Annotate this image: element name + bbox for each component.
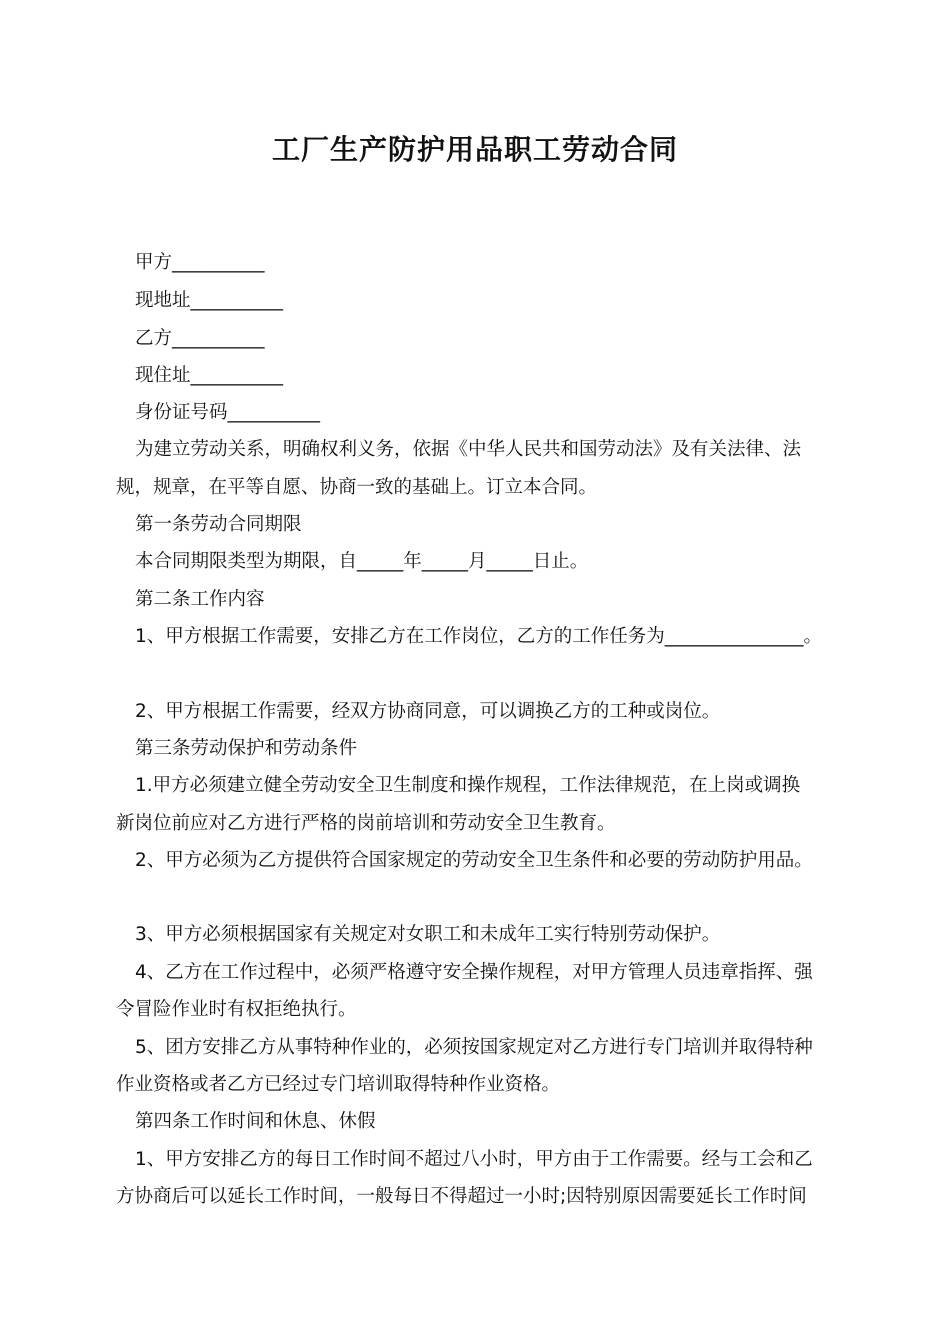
document-title: 工厂生产防护用品职工劳动合同 bbox=[271, 133, 678, 166]
article-3-clause-5-line-2: 作业资格或者乙方已经过专门培训取得特种作业资格。 bbox=[116, 1074, 561, 1095]
article-3-clause-2: 2、甲方必须为乙方提供符合国家规定的劳动安全卫生条件和必要的劳动防护用品。 bbox=[135, 850, 813, 871]
preamble-line-2: 规，规章，在平等自愿、协商一致的基础上。订立本合同。 bbox=[116, 477, 598, 498]
article-1-heading: 第一条劳动合同期限 bbox=[135, 514, 302, 535]
article-1-term-line: 本合同期限类型为期限，自_____年_____月_____日止。 bbox=[135, 551, 589, 572]
article-4-clause-1-line-1: 1、甲方安排乙方的每日工作时间不超过八小时，甲方由于工作需要。经与工会和乙 bbox=[135, 1149, 813, 1170]
party-b-address-line: 现住址__________ bbox=[135, 365, 284, 386]
article-3-clause-1-line-2: 新岗位前应对乙方进行严格的岗前培训和劳动安全卫生教育。 bbox=[116, 813, 616, 834]
article-2-heading: 第二条工作内容 bbox=[135, 589, 265, 610]
article-2-clause-2: 2、甲方根据工作需要，经双方协商同意，可以调换乙方的工种或岗位。 bbox=[135, 701, 721, 722]
party-a-line: 甲方__________ bbox=[135, 252, 265, 273]
id-number-line: 身份证号码__________ bbox=[135, 402, 321, 423]
party-b-line: 乙方__________ bbox=[135, 328, 265, 349]
article-3-clause-4-line-1: 4、乙方在工作过程中，必须严格遵守安全操作规程，对甲方管理人员违章指挥、强 bbox=[135, 962, 813, 983]
article-2-clause-1: 1、甲方根据工作需要，安排乙方在工作岗位，乙方的工作任务为_______________。 bbox=[135, 626, 823, 647]
article-3-clause-3: 3、甲方必须根据国家有关规定对女职工和未成年工实行特别劳动保护。 bbox=[135, 924, 721, 945]
article-3-clause-1-line-1: 1.甲方必须建立健全劳动安全卫生制度和操作规程，工作法律规范，在上岗或调换 bbox=[135, 775, 801, 796]
party-a-address-line: 现地址__________ bbox=[135, 290, 284, 311]
article-4-clause-1-line-2: 方协商后可以延长工作时间，一般每日不得超过一小时;因特别原因需要延长工作时间 bbox=[116, 1186, 807, 1207]
preamble-line-1: 为建立劳动关系，明确权利义务，依据《中华人民共和国劳动法》及有关法律、法 bbox=[135, 439, 802, 460]
article-3-clause-5-line-1: 5、团方安排乙方从事特种作业的，必须按国家规定对乙方进行专门培训并取得特种 bbox=[135, 1037, 813, 1058]
article-4-heading: 第四条工作时间和休息、休假 bbox=[135, 1111, 376, 1132]
article-3-clause-4-line-2: 令冒险作业时有权拒绝执行。 bbox=[116, 999, 357, 1020]
article-3-heading: 第三条劳动保护和劳动条件 bbox=[135, 738, 358, 759]
